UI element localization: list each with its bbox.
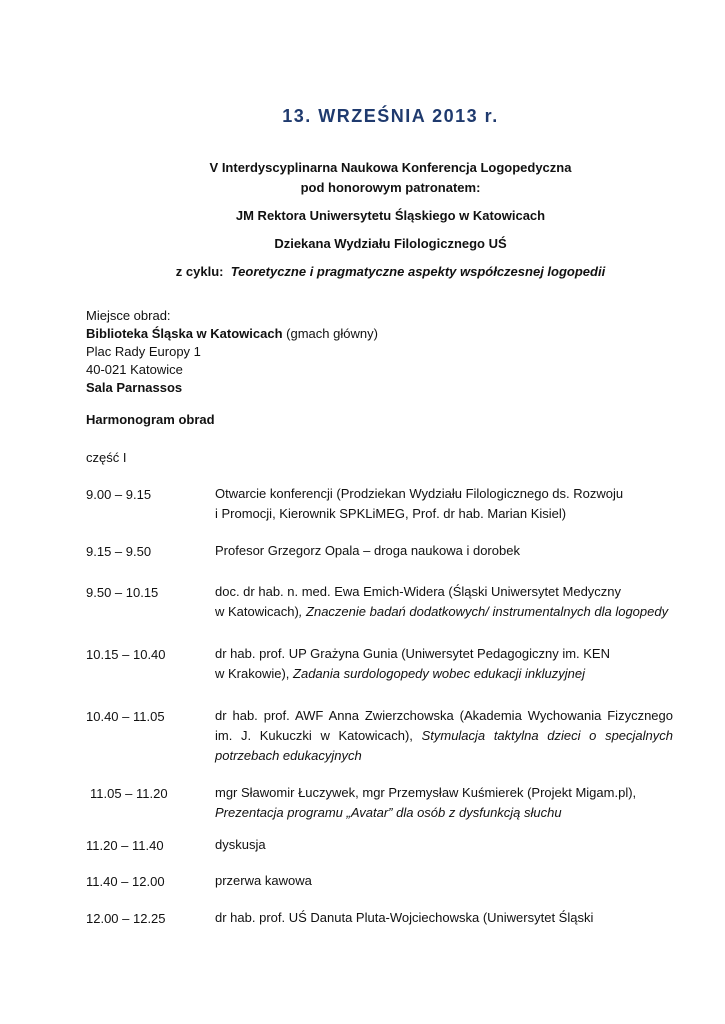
conference-title: V Interdyscyplinarna Naukowa Konferencja Logopedyczna <box>209 160 572 175</box>
entry-line: dr hab. prof. UP Grażyna Gunia (Uniwersytet Pedagogiczny im. KEN <box>215 646 610 661</box>
entry-line: Otwarcie konferencji (Prodziekan Wydziału Filologicznego ds. Rozwoju <box>215 486 624 501</box>
cycle-title: Teoretyczne i pragmatyczne aspekty współczesnej logopedii <box>230 264 606 279</box>
schedule-part: część I <box>86 450 127 465</box>
schedule-time: 10.15 – 10.40 <box>86 647 166 662</box>
schedule-entry <box>215 541 673 561</box>
entry-line: mgr Sławomir Łuczywek, mgr Przemysław Kuśmierek (Projekt Migam.pl), <box>215 785 637 800</box>
entry-line: dr hab. prof. UŚ Danuta Pluta-Wojciechowska (Uniwersytet Śląski <box>215 910 594 925</box>
schedule-entry <box>215 484 673 524</box>
venue-street: Plac Rady Europy 1 <box>86 344 201 359</box>
patron-rector: JM Rektora Uniwersytetu Śląskiego w Katowicach <box>235 208 546 223</box>
entry-line <box>215 602 673 622</box>
venue-building: (gmach główny) <box>282 326 378 341</box>
conference-cycle <box>0 264 725 279</box>
schedule-time: 12.00 – 12.25 <box>86 911 166 926</box>
schedule-entry <box>215 908 673 928</box>
entry-line: dyskusja <box>215 837 266 852</box>
entry-line: dr hab. prof. AWF Anna Zwierzchowska (Akademia Wychowania Fizycznego <box>215 708 673 723</box>
schedule-time: 10.40 – 11.05 <box>86 709 165 724</box>
entry-line <box>215 664 673 684</box>
entry-line: i Promocji, Kierownik SPKLiMEG, Prof. dr hab. Marian Kisiel) <box>215 506 567 521</box>
conference-date: 13. WRZEŚNIA 2013 r. <box>282 106 499 126</box>
entry-line <box>215 726 673 746</box>
schedule-time: 9.00 – 9.15 <box>86 487 152 502</box>
entry-affiliation: w Katowicach) <box>215 604 299 619</box>
schedule-time: 11.05 – 11.20 <box>90 786 168 801</box>
patron-dean: Dziekana Wydziału Filologicznego UŚ <box>274 236 507 251</box>
entry-line: potrzebach edukacyjnych <box>215 748 362 763</box>
schedule-entry <box>215 706 673 766</box>
entry-talk-title: Stymulacja taktylna dzieci o specjalnych <box>421 728 673 743</box>
entry-affiliation: im. J. Kukuczki w Katowicach), <box>215 728 422 743</box>
venue-city: 40-021 Katowice <box>86 362 183 377</box>
schedule-entry <box>215 644 673 684</box>
schedule-entry <box>215 582 673 622</box>
patronage-label: pod honorowym patronatem: <box>300 180 481 195</box>
entry-line: Profesor Grzegorz Opala – droga naukowa i dorobek <box>215 543 520 558</box>
venue-room: Sala Parnassos <box>86 380 183 395</box>
venue-name: Biblioteka Śląska w Katowicach <box>86 326 283 341</box>
schedule-time: 9.50 – 10.15 <box>86 585 159 600</box>
venue-name-line <box>86 326 378 341</box>
entry-line: przerwa kawowa <box>215 873 312 888</box>
entry-line: Prezentacja programu „Avatar” dla osób z dysfunkcją słuchu <box>215 805 562 820</box>
entry-line: doc. dr hab. n. med. Ewa Emich-Widera (Śląski Uniwersytet Medyczny <box>215 584 622 599</box>
venue-label: Miejsce obrad: <box>86 308 171 323</box>
schedule-time: 11.40 – 12.00 <box>86 874 165 889</box>
entry-talk-title: , Znaczenie badań dodatkowych/ instrumentalnych dla logopedy <box>298 604 669 619</box>
schedule-entry <box>215 783 673 823</box>
cycle-prefix: z cyklu: <box>175 264 224 279</box>
entry-affiliation: w Krakowie), <box>215 666 294 681</box>
schedule-entry <box>215 835 673 855</box>
entry-talk-title: Zadania surdologopedy wobec edukacji inkluzyjnej <box>293 666 585 681</box>
schedule-time: 11.20 – 11.40 <box>86 838 164 853</box>
schedule-heading: Harmonogram obrad <box>86 412 215 427</box>
schedule-time: 9.15 – 9.50 <box>86 544 152 559</box>
schedule-entry <box>215 871 673 891</box>
